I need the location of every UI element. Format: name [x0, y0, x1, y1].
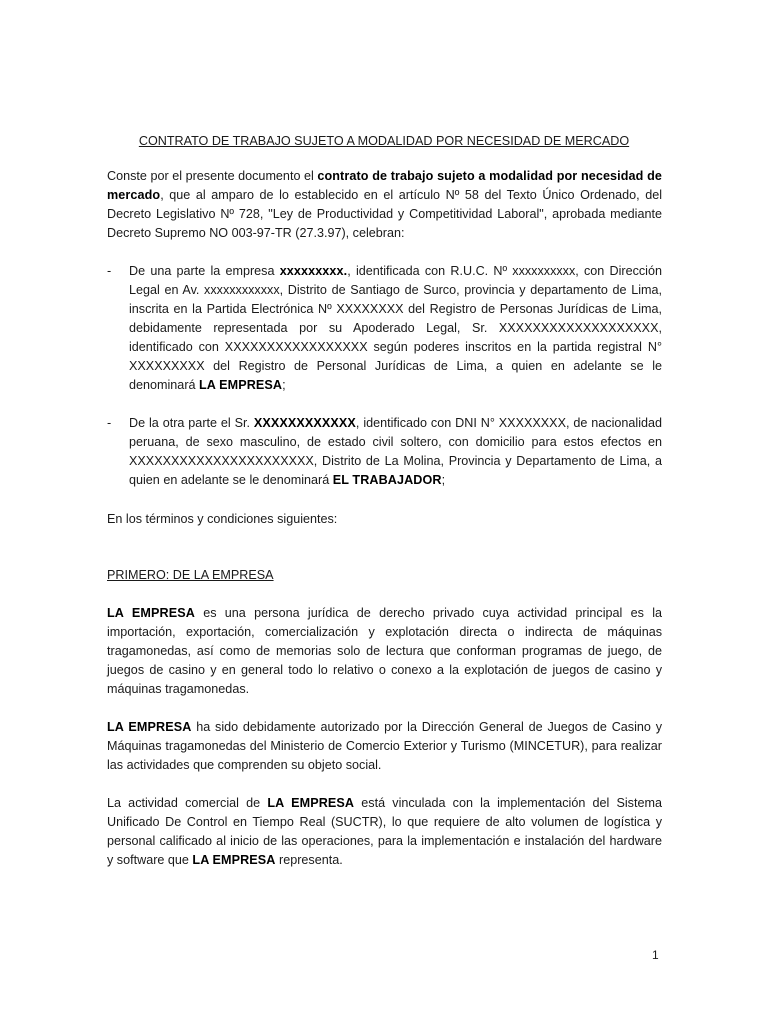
party-two-item [107, 414, 662, 490]
company-alias: LA EMPRESA [267, 796, 355, 810]
bullet-dash: - [107, 264, 112, 278]
party-one-text-1: De una parte la empresa [129, 264, 280, 278]
section-one-paragraph-2 [107, 718, 662, 775]
s1p3-text-3: representa. [275, 853, 343, 867]
document-title: CONTRATO DE TRABAJO SUJETO A MODALIDAD POR NECESIDAD DE MERCADO [138, 134, 630, 148]
party-two-text-3: ; [441, 473, 446, 487]
intro-text-2: , que al amparo de lo establecido en el artículo Nº 58 del Texto Único Ordenado, del Decreto Legislativo Nº 728, "Ley de Productividad y Competitividad Laboral", aprobada mediante Decreto Supremo NO 003-97-TR (27.3.97), celebran: [107, 188, 662, 240]
party-one-text-3: ; [282, 378, 286, 392]
party-one-company: xxxxxxxxx. [279, 264, 348, 278]
intro-paragraph [107, 167, 662, 243]
document-body [107, 167, 662, 870]
party-one-alias: LA EMPRESA [199, 378, 283, 392]
section-one-heading: PRIMERO: DE LA EMPRESA [107, 568, 274, 582]
page-number: 1 [652, 948, 659, 962]
s1p3-text-2: está vinculada con la implementación del Sistema Unificado De Control en Tiempo Real (SUCTR), lo que requiere de alto volumen de logística y personal calificado al inicio de las operaciones, para la implementación e instalación del hardware y software que [107, 796, 662, 867]
s1p1-text: es una persona jurídica de derecho privado cuya actividad principal es la importación, exportación, comercialización y explotación directa o indirecta de máquinas tragamonedas, así como de memorias solo de lectura que conforman programas de juego, de juegos de casino y en general todo lo relativo o conexo a la explotación de juegos de casino y máquinas tragamonedas. [107, 606, 662, 696]
company-alias: LA EMPRESA [107, 606, 195, 620]
s1p2-text: ha sido debidamente autorizado por la Dirección General de Juegos de Casino y Máquinas tragamonedas del Ministerio de Comercio Exterior y Turismo (MINCETUR), para realizar las actividades que comprenden su objeto social. [107, 720, 662, 772]
party-two-name: XXXXXXXXXXXX [253, 416, 356, 430]
party-two-text-1: De la otra parte el Sr. [129, 416, 254, 430]
bullet-dash: - [107, 416, 112, 430]
company-alias: LA EMPRESA [192, 853, 276, 867]
s1p3-text-1: La actividad comercial de [107, 796, 268, 810]
section-one-paragraph-3 [107, 794, 662, 870]
intro-bold-1: contrato de trabajo sujeto a modalidad por necesidad de mercado [107, 169, 662, 202]
party-two-text-2: , identificado con DNI N° XXXXXXXX, de nacionalidad peruana, de sexo masculino, de estado civil soltero, con domicilio para estos efectos en XXXXXXXXXXXXXXXXXXXXXX, Distrito de La Molina, Provincia y Departamento de Lima, a quien en adelante se le denominará [129, 416, 662, 487]
party-one-item [107, 262, 662, 395]
party-one-text-2: , identificada con R.U.C. Nº xxxxxxxxxx, con Dirección Legal en Av. xxxxxxxxxxxx, Distrito de Santiago de Surco, provincia y departamento de Lima, inscrita en la Partida Electrónica Nº XXXXXXXX del Registro de Personas Jurídicas de Lima, debidamente representada por su Apoderado Legal, Sr. XXXXXXXXXXXXXXXXXXX, identificado con XXXXXXXXXXXXXXXXX según poderes inscritos en la partida registral N° XXXXXXXXX del Registro de Personal Jurídicas de Lima, a quien en adelante se le denominará [129, 264, 662, 392]
section-one-paragraph-1 [107, 604, 662, 699]
intro-text-1: Conste por el presente documento el [107, 169, 318, 183]
company-alias: LA EMPRESA [107, 720, 192, 734]
party-two-alias: EL TRABAJADOR [332, 473, 442, 487]
terms-line: En los términos y condiciones siguientes: [107, 512, 338, 526]
